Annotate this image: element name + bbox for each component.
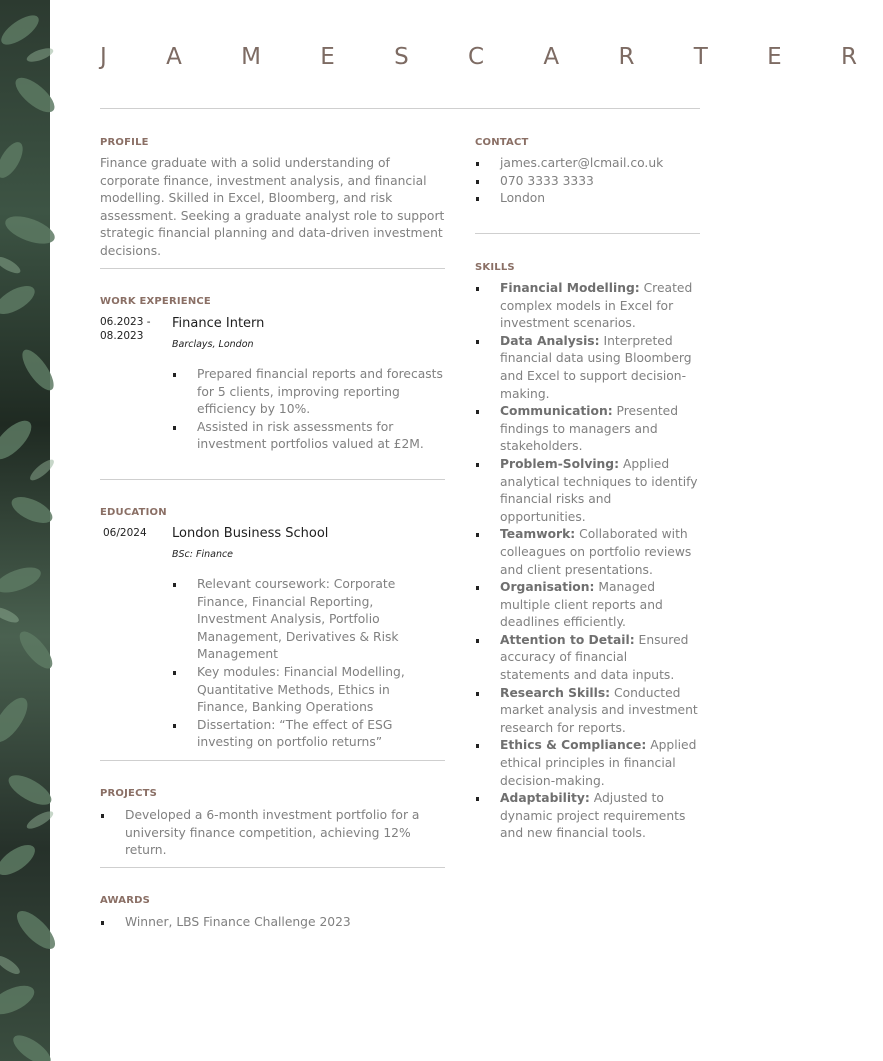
work-date: 06.2023 - 08.2023: [100, 316, 151, 342]
skill-title: Adaptability:: [500, 791, 590, 806]
list-item: Assisted in risk assessments for investment portfolios valued at £2M.: [172, 419, 444, 454]
list-item: Relevant coursework: Corporate Finance, Financial Reporting, Investment Analysis, Portfolio Management, Derivatives & Risk Management: [172, 576, 444, 664]
divider-contact: [475, 233, 700, 234]
skill-item: [475, 333, 700, 403]
contact-heading: CONTACT: [475, 137, 529, 148]
skill-text: Adjusted to dynamic project requirements and new financial tools.: [500, 791, 686, 841]
work-bullets: [172, 366, 444, 454]
divider-work: [100, 479, 445, 480]
skill-text: Presented findings to managers and stakeholders.: [500, 404, 679, 454]
work-org: Barclays, London: [172, 339, 254, 350]
profile-text: Finance graduate with a solid understanding of corporate finance, investment analysis, and financial modelling. Skilled in Excel, Bloomberg, and risk assessment. Seeking a graduate analyst role to support strategic financial planning and data-driven investment decisions.: [100, 156, 445, 258]
header-divider: [100, 108, 700, 109]
work-heading: WORK EXPERIENCE: [100, 296, 211, 307]
divider-education: [100, 760, 445, 761]
divider-projects: [100, 867, 445, 868]
contact-phone[interactable]: 070 3333 3333: [475, 173, 700, 191]
skill-text: Collaborated with colleagues on portfolio reviews and client presentations.: [500, 527, 692, 577]
skill-title: Data Analysis:: [500, 333, 600, 348]
projects-bullets: [100, 807, 445, 860]
skill-item: [475, 790, 700, 843]
skill-title: Financial Modelling:: [500, 281, 640, 295]
skill-item: [475, 579, 700, 632]
contact-email[interactable]: james.carter@lcmail.co.uk: [475, 155, 700, 173]
list-item: Key modules: Financial Modelling, Quantitative Methods, Ethics in Finance, Banking Operations: [172, 664, 444, 717]
leaf-pattern-image: [0, 0, 50, 1061]
skill-title: Problem-Solving:: [500, 456, 620, 471]
awards-bullets: [100, 914, 445, 932]
contact-list: [475, 155, 700, 208]
skill-item: [475, 685, 700, 738]
skill-text: Created complex models in Excel for investment scenarios.: [500, 281, 693, 331]
education-heading: EDUCATION: [100, 507, 167, 518]
projects-heading: PROJECTS: [100, 788, 158, 799]
divider-profile: [100, 268, 445, 269]
list-item: Dissertation: “The effect of ESG investing on portfolio returns”: [172, 717, 444, 752]
skill-title: Organisation:: [500, 580, 595, 595]
list-item: Winner, LBS Finance Challenge 2023: [100, 914, 445, 932]
skill-text: Ensured accuracy of financial statements and data inputs.: [500, 632, 689, 683]
skill-title: Teamwork:: [500, 527, 576, 542]
skill-title: Attention to Detail:: [500, 632, 635, 647]
skill-item: [475, 280, 700, 333]
skill-text: Managed multiple client reports and deadlines efficiently.: [500, 580, 663, 630]
contact-location: London: [475, 190, 700, 208]
skill-title: Communication:: [500, 404, 613, 419]
skill-text: Applied ethical principles in financial decision-making.: [500, 738, 697, 788]
skills-list: [475, 280, 700, 843]
awards-heading: AWARDS: [100, 895, 151, 906]
skill-title: Ethics & Compliance:: [500, 738, 647, 753]
skill-item: [475, 403, 700, 456]
skill-text: Applied analytical techniques to identify financial risks and opportunities.: [500, 456, 698, 524]
skill-item: [475, 737, 700, 790]
work-role: Finance Intern: [172, 316, 265, 331]
list-item: Developed a 6-month investment portfolio for a university finance competition, achieving 12% return.: [100, 807, 445, 860]
skill-text: Interpreted financial data using Bloomberg and Excel to support decision-making.: [500, 333, 692, 401]
skill-title: Research Skills:: [500, 685, 611, 700]
skill-text: Conducted market analysis and investment research for reports.: [500, 685, 698, 735]
list-item: Prepared financial reports and forecasts for 5 clients, improving reporting efficiency by 10%.: [172, 366, 444, 419]
leaf-decoration-strip: [0, 0, 50, 1061]
profile-heading: PROFILE: [100, 137, 149, 148]
education-date: 06/2024: [103, 527, 147, 539]
skill-item: [475, 632, 700, 685]
skill-item: [475, 526, 700, 579]
education-degree: BSc: Finance: [172, 549, 234, 560]
education-bullets: [172, 576, 444, 752]
skills-heading: SKILLS: [475, 262, 515, 273]
skill-item: [475, 456, 700, 526]
resume-name: J A M E S C A R T E R: [100, 44, 883, 70]
education-school: London Business School: [172, 526, 329, 541]
